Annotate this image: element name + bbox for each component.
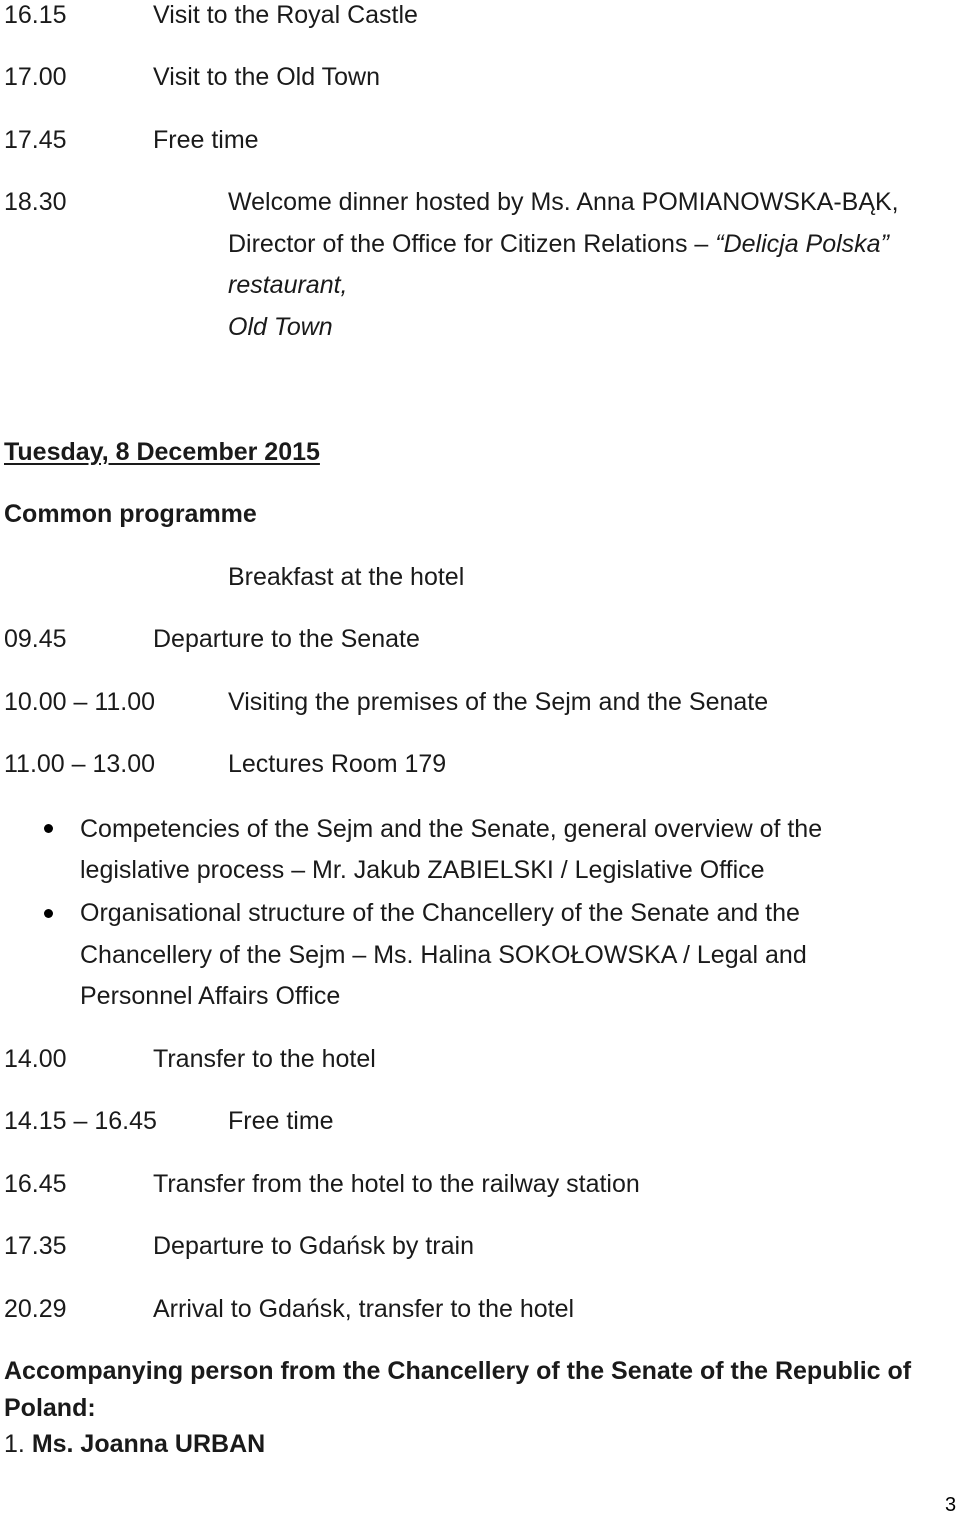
schedule-item-transfer-hotel: Transfer to the hotel [153, 1045, 376, 1073]
dinner-line-2 [228, 229, 889, 259]
schedule-time-1000-1100: 10.00 – 11.00 [4, 688, 156, 716]
schedule-time-1745: 17.45 [4, 126, 67, 154]
schedule-item-lectures: Lectures Room 179 [228, 750, 447, 778]
schedule-time-1700: 17.00 [4, 63, 67, 91]
accompanying-heading-line-1: Accompanying person from the Chancellery of the Senate of the Republic of [4, 1357, 912, 1385]
page-number: 3 [945, 1494, 957, 1516]
dinner-restaurant-name: “Delicja Polska” [715, 230, 889, 258]
dinner-time: 18.30 [4, 188, 67, 216]
schedule-time-1400: 14.00 [4, 1045, 67, 1073]
lecture-1-line-1: Competencies of the Sejm and the Senate, general overview of the [80, 815, 823, 843]
schedule-time-2029: 20.29 [4, 1295, 67, 1323]
accompanying-heading-line-2: Poland: [4, 1394, 96, 1422]
accompanying-person [4, 1429, 265, 1459]
dinner-line-4: Old Town [228, 313, 333, 341]
dinner-line-2-prefix: Director of the Office for Citizen Relations – [228, 230, 716, 258]
accompanying-person-name: Ms. Joanna URBAN [31, 1430, 266, 1458]
day-heading: Tuesday, 8 December 2015 [4, 438, 320, 466]
schedule-time-1645: 16.45 [4, 1170, 67, 1198]
schedule-time-1735: 17.35 [4, 1232, 67, 1260]
schedule-time-1100-1300: 11.00 – 13.00 [4, 750, 156, 778]
schedule-item-free-time-afternoon: Free time [228, 1107, 334, 1135]
lecture-2-line-1: Organisational structure of the Chancellery of the Senate and the [80, 899, 800, 927]
schedule-item-arrival-gdansk: Arrival to Gdańsk, transfer to the hotel [153, 1295, 575, 1323]
dinner-line-1: Welcome dinner hosted by Ms. Anna POMIANOWSKA-BĄK, [228, 188, 899, 216]
lecture-2-line-2: Chancellery of the Sejm – Ms. Halina SOKOŁOWSKA / Legal and [80, 941, 807, 969]
schedule-item-visiting-premises: Visiting the premises of the Sejm and the Senate [228, 688, 769, 716]
schedule-item-departure-gdansk: Departure to Gdańsk by train [153, 1232, 474, 1260]
schedule-time-1615: 16.15 [4, 1, 67, 29]
schedule-item-old-town: Visit to the Old Town [153, 63, 380, 91]
day-subheading: Common programme [4, 500, 257, 528]
lecture-2-line-3: Personnel Affairs Office [80, 982, 341, 1010]
schedule-item-free-time: Free time [153, 126, 259, 154]
schedule-item-departure-senate: Departure to the Senate [153, 625, 420, 653]
dinner-line-3: restaurant, [228, 271, 348, 299]
schedule-item-royal-castle: Visit to the Royal Castle [153, 1, 418, 29]
schedule-item-breakfast: Breakfast at the hotel [228, 563, 465, 591]
accompanying-person-number: 1. [4, 1430, 25, 1458]
bullet-icon [44, 909, 53, 918]
schedule-time-0945: 09.45 [4, 625, 67, 653]
lecture-1-line-2: legislative process – Mr. Jakub ZABIELSKI / Legislative Office [80, 856, 765, 884]
schedule-item-transfer-station: Transfer from the hotel to the railway station [153, 1170, 640, 1198]
schedule-time-1415-1645: 14.15 – 16.45 [4, 1107, 157, 1135]
bullet-icon [44, 824, 53, 833]
